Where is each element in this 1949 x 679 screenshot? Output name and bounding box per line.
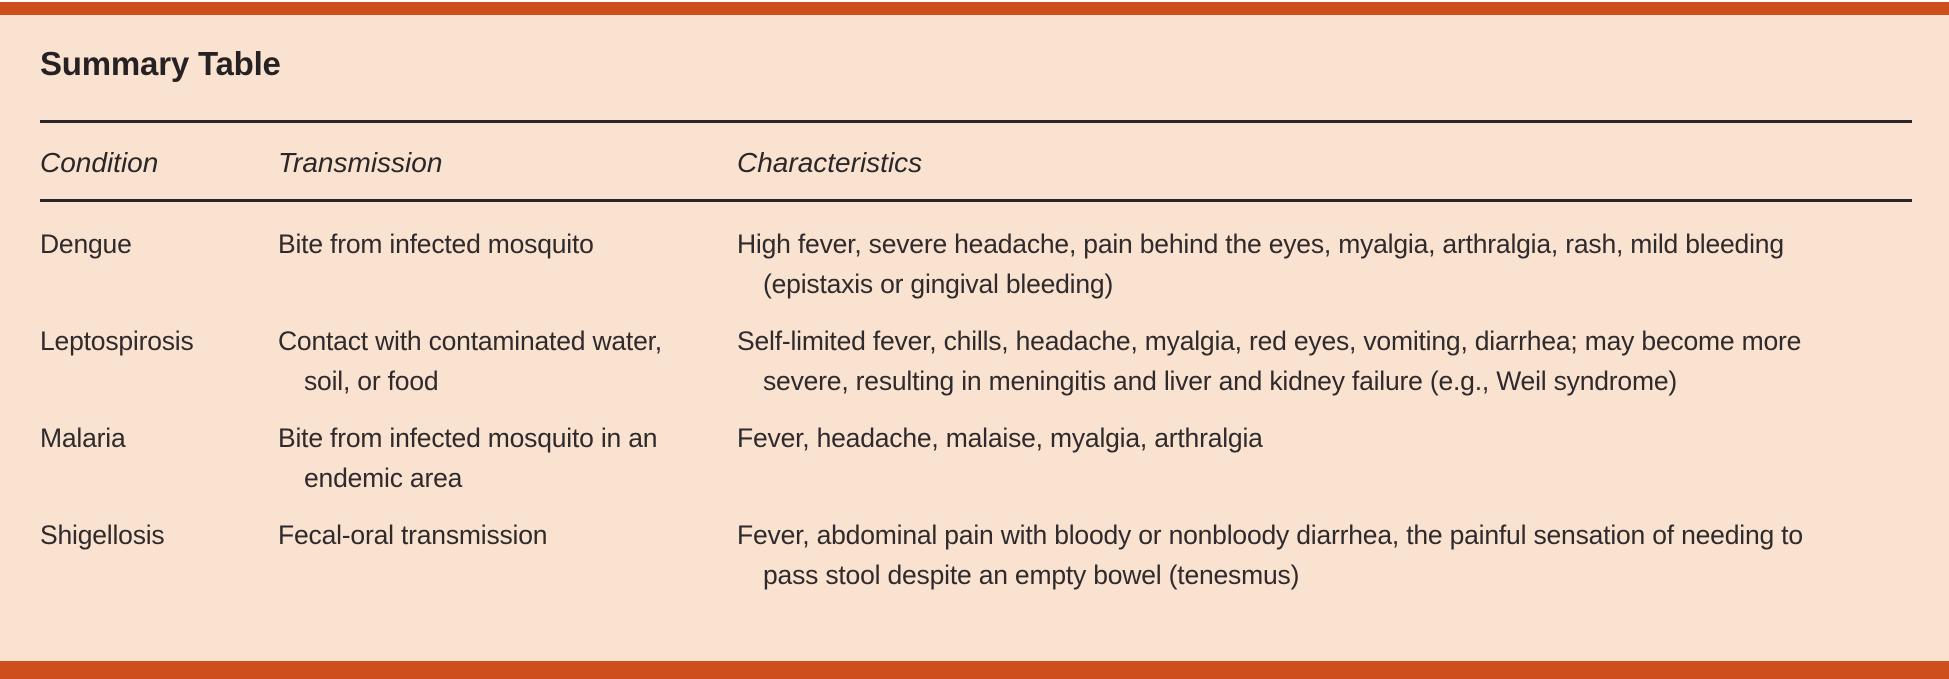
condition-cell: Dengue	[40, 229, 132, 259]
table-row-dengue	[40, 224, 1912, 304]
table-body	[40, 224, 1912, 595]
table-header-row	[40, 147, 1912, 179]
rule-under-header	[40, 199, 1912, 202]
table-row-malaria	[40, 418, 1912, 498]
transmission-cell: Contact with contaminated water, soil, or food	[278, 326, 662, 396]
summary-table-panel	[0, 15, 1949, 661]
top-accent-bar	[0, 2, 1949, 15]
condition-cell: Leptospirosis	[40, 326, 194, 356]
table-row-shigellosis	[40, 515, 1912, 595]
characteristics-cell: Self-limited fever, chills, headache, myalgia, red eyes, vomiting, diarrhea; may become more severe, resulting in meningitis and liver and kidney failure (e.g., Weil syndrome)	[737, 326, 1802, 396]
page-title: Summary Table	[40, 45, 281, 82]
transmission-cell: Fecal-oral transmission	[278, 520, 548, 550]
rule-under-title	[40, 120, 1912, 123]
condition-cell: Shigellosis	[40, 520, 165, 550]
column-header-condition: Condition	[40, 147, 159, 178]
characteristics-cell: Fever, abdominal pain with bloody or nonbloody diarrhea, the painful sensation of needing to pass stool despite an empty bowel (tenesmus)	[737, 520, 1803, 590]
characteristics-cell: High fever, severe headache, pain behind the eyes, myalgia, arthralgia, rash, mild bleeding (epistaxis or gingival bleeding)	[737, 229, 1784, 299]
condition-cell: Malaria	[40, 423, 126, 453]
transmission-cell: Bite from infected mosquito	[278, 229, 594, 259]
characteristics-cell: Fever, headache, malaise, myalgia, arthralgia	[737, 423, 1263, 453]
table-row-leptospirosis	[40, 321, 1912, 401]
column-header-characteristics: Characteristics	[737, 147, 923, 178]
bottom-accent-bar	[0, 661, 1949, 679]
transmission-cell: Bite from infected mosquito in an endemic area	[278, 423, 658, 493]
column-header-transmission: Transmission	[278, 147, 443, 178]
